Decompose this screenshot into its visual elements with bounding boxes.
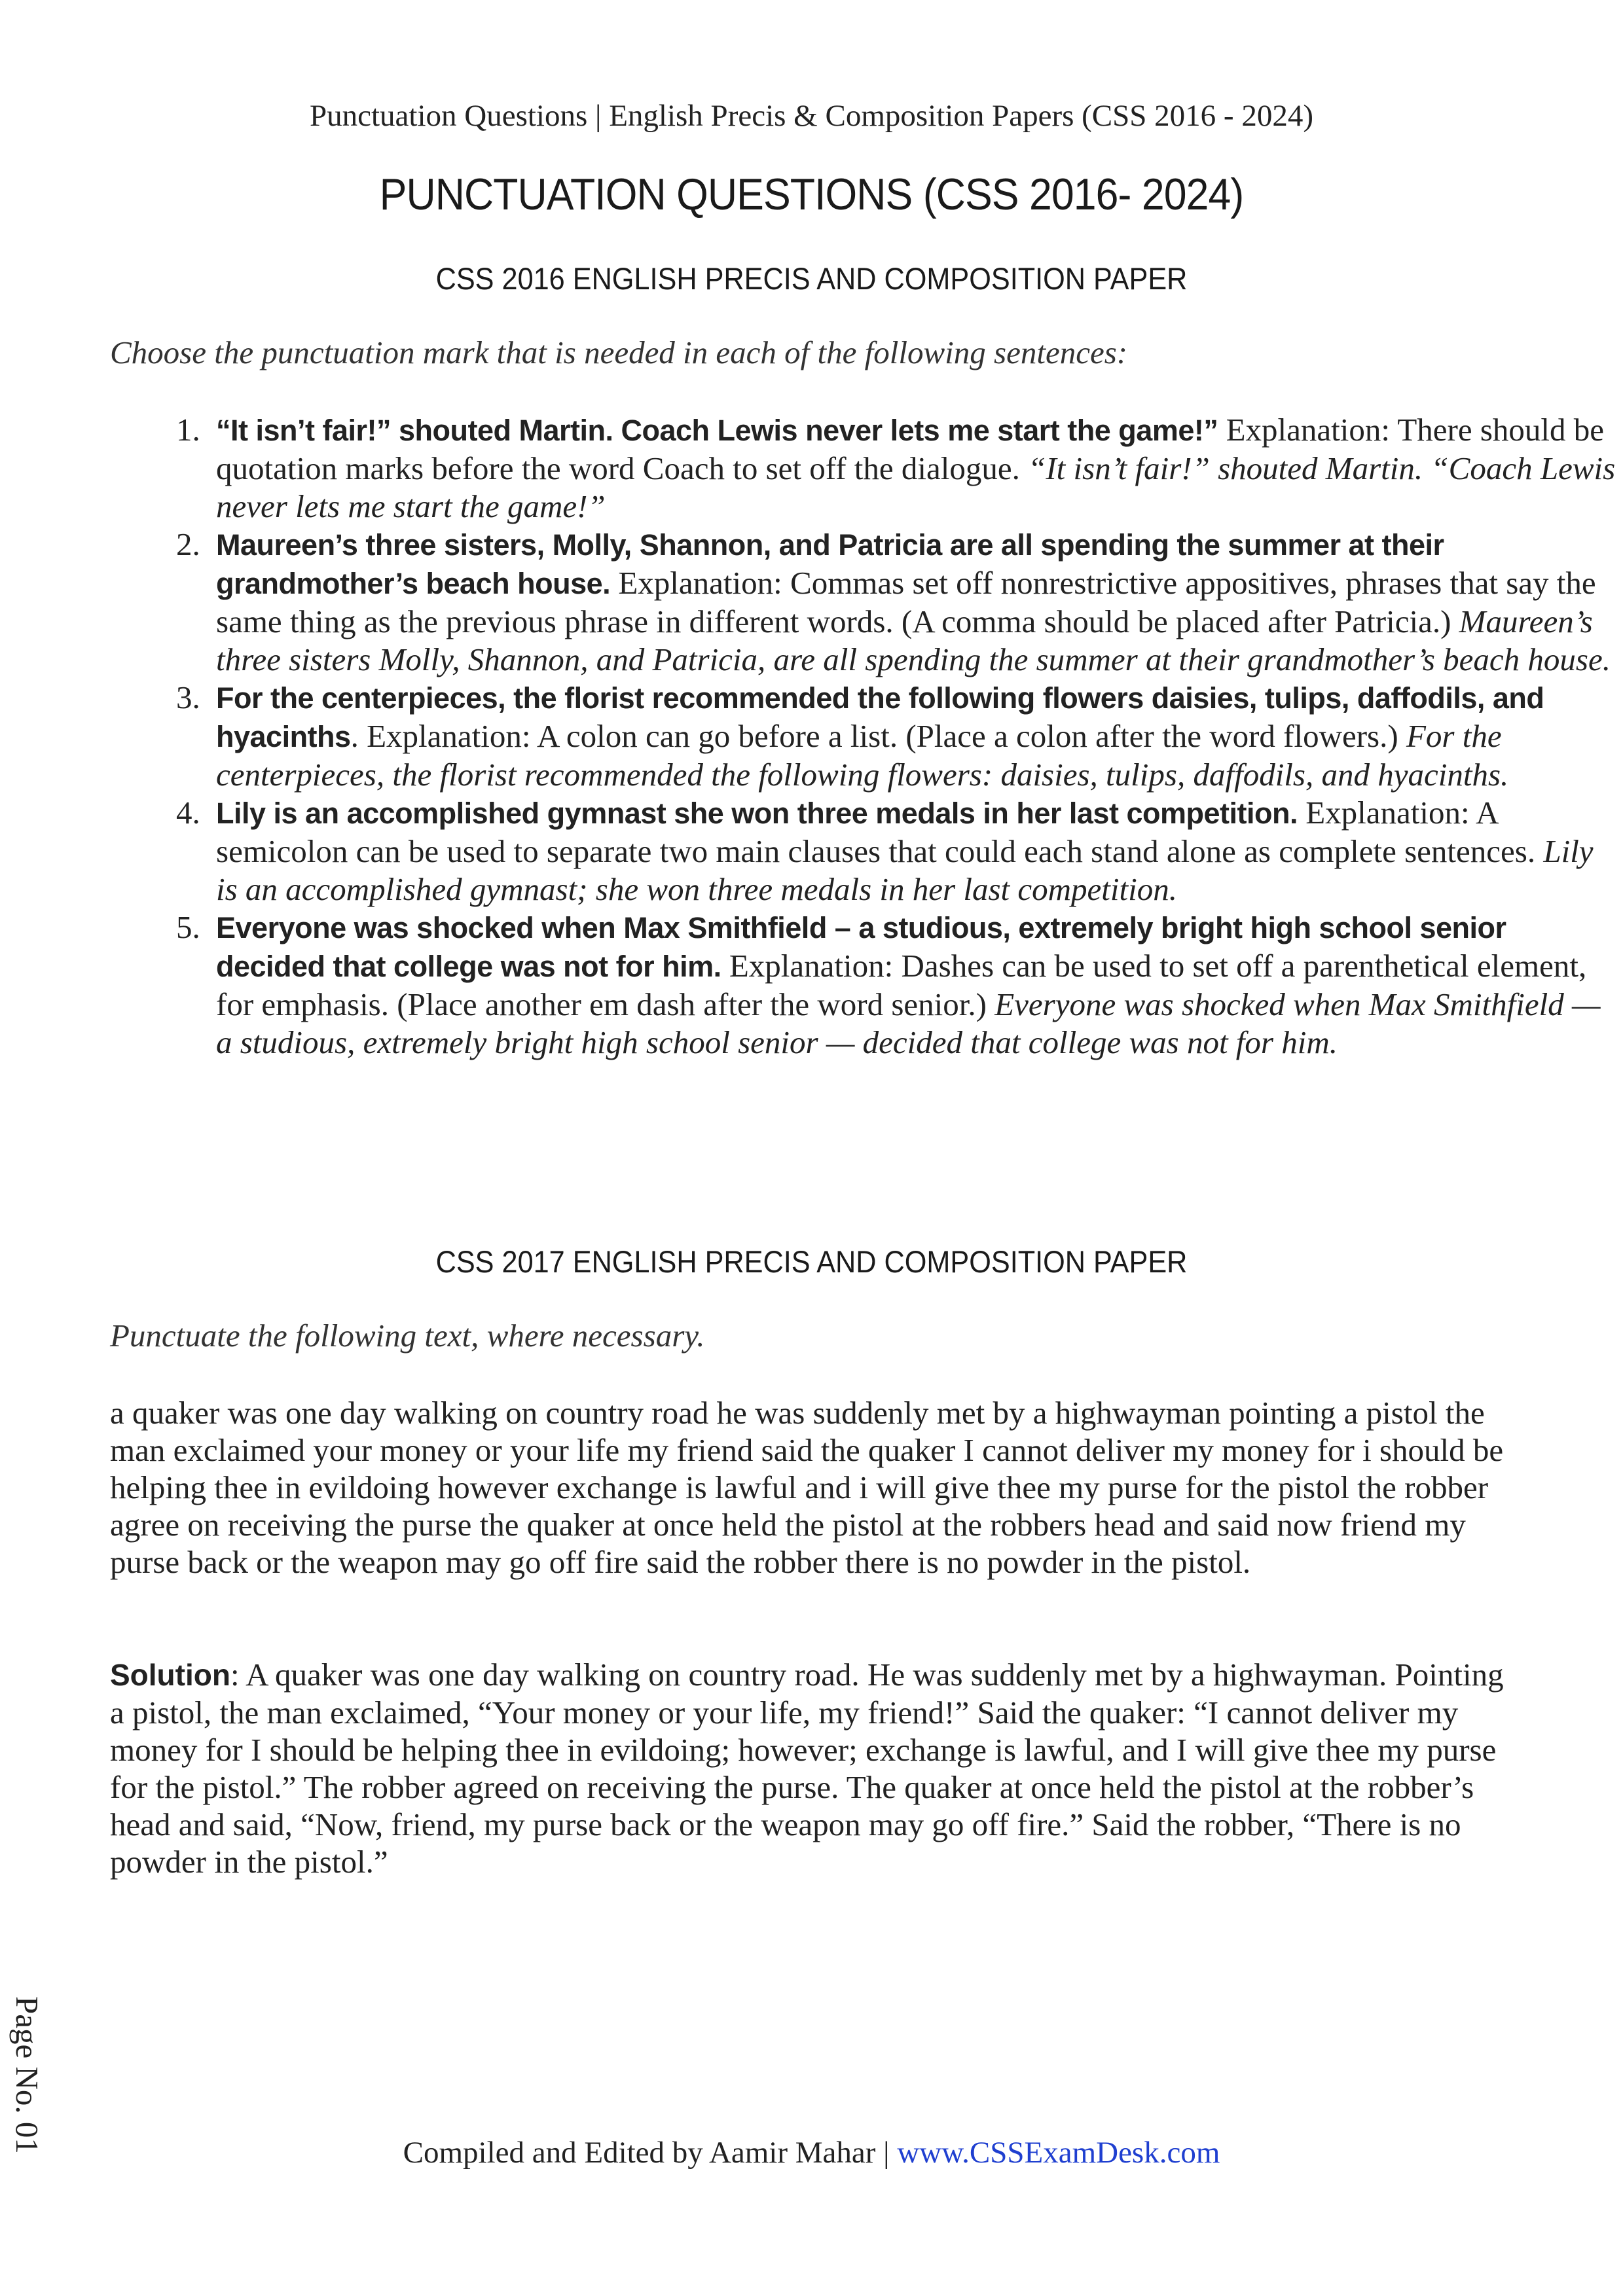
- solution-label: Solution: [110, 1658, 230, 1692]
- list-item: [208, 908, 1622, 1062]
- page-title: PUNCTUATION QUESTIONS (CSS 2016- 2024): [379, 170, 1244, 219]
- list-item: [208, 526, 1622, 679]
- section-heading-2016: CSS 2016 ENGLISH PRECIS AND COMPOSITION PAPER: [435, 261, 1188, 296]
- footer-credit: Compiled and Edited by Aamir Mahar |: [403, 2136, 898, 2170]
- question-text: Maureen’s three sisters, Molly, Shannon, and Patricia are all spending the summer at their grandmother’s beach house.: [216, 528, 1444, 600]
- answer-text: Lily is an accomplished gymnast; she won three medals in her last competition.: [216, 833, 1594, 907]
- running-header: Punctuation Questions | English Precis & Composition Papers (CSS 2016 - 2024): [310, 99, 1313, 133]
- solution-paragraph: [110, 1656, 1524, 1880]
- question-text: Lily is an accomplished gymnast she won three medals in her last competition.: [216, 797, 1298, 830]
- question-text: For the centerpieces, the florist recommended the following flowers daisies, tulips, daffodils, and hyacinths: [216, 681, 1544, 753]
- question-text: Everyone was shocked when Max Smithfield – a studious, extremely bright high school senior decided that college was not for him.: [216, 911, 1506, 983]
- explanation-text: Explanation: Commas set off nonrestrictive appositives, phrases that say the same thing as the previous phrase in different words. (A comma should be placed after Patricia.): [216, 565, 1596, 639]
- answer-text: “It isn’t fair!” shouted Martin. “Coach Lewis never lets me start the game!”: [216, 450, 1616, 524]
- answer-text: Maureen’s three sisters Molly, Shannon, and Patricia, are all spending the summer at their grandmother’s beach house.: [216, 603, 1611, 677]
- explanation-text: . Explanation: A colon can go before a list. (Place a colon after the word flowers.): [350, 718, 1406, 754]
- explanation-text: Explanation: There should be quotation marks before the word Coach to set off the dialogue.: [216, 412, 1605, 486]
- list-item: [208, 679, 1622, 794]
- page-number: Page No. 01: [9, 1996, 45, 2154]
- list-item: [208, 411, 1622, 526]
- website-link[interactable]: www.CSSExamDesk.com: [897, 2136, 1220, 2170]
- answer-text: Everyone was shocked when Max Smithfield — a studious, extremely bright high school senior — decided that college was not for him.: [216, 986, 1601, 1060]
- footer: [0, 2135, 1623, 2170]
- solution-text: : A quaker was one day walking on country road. He was suddenly met by a highwayman. Pointing a pistol, the man exclaimed, “Your money or your life, my friend!” Said the quaker: “I cannot deliver my money for I should be helping thee in evildoing; however; exchange is lawful, and I will give thee my purse for the pistol.” The robber agreed on receiving the purse. The quaker at once held the pistol at the robber’s head and said, “Now, friend, my purse back or the weapon may go off fire.” Said the robber, “There is no powder in the pistol.”: [110, 1657, 1504, 1880]
- question-text: “It isn’t fair!” shouted Martin. Coach Lewis never lets me start the game!”: [216, 414, 1218, 447]
- answer-text: For the centerpieces, the florist recommended the following flowers: daisies, tulips, daffodils, and hyacinths.: [216, 718, 1509, 793]
- list-item: [208, 794, 1622, 908]
- unpunctuated-passage: a quaker was one day walking on country road he was suddenly met by a highwayman pointing a pistol the man exclaimed your money or your life my friend said the quaker I cannot deliver my money for i should be helping thee in evildoing however exchange is lawful and i will give thee my purse for the pistol the robber agree on receiving the purse the quaker at once held the pistol at the robbers head and said now friend my purse back or the weapon may go off fire said the robber there is no powder in the pistol.: [110, 1395, 1504, 1580]
- instruction-2017: Punctuate the following text, where necessary.: [110, 1318, 705, 1354]
- instruction-2016: Choose the punctuation mark that is needed in each of the following sentences:: [110, 334, 1128, 370]
- explanation-text: Explanation: A semicolon can be used to separate two main clauses that could each stand alone as complete sentences.: [216, 795, 1544, 869]
- question-list: [110, 411, 1622, 1062]
- explanation-text: Explanation: Dashes can be used to set off a parenthetical element, for emphasis. (Place another em dash after the word senior.): [216, 948, 1587, 1022]
- section-heading-2017: CSS 2017 ENGLISH PRECIS AND COMPOSITION PAPER: [435, 1244, 1188, 1279]
